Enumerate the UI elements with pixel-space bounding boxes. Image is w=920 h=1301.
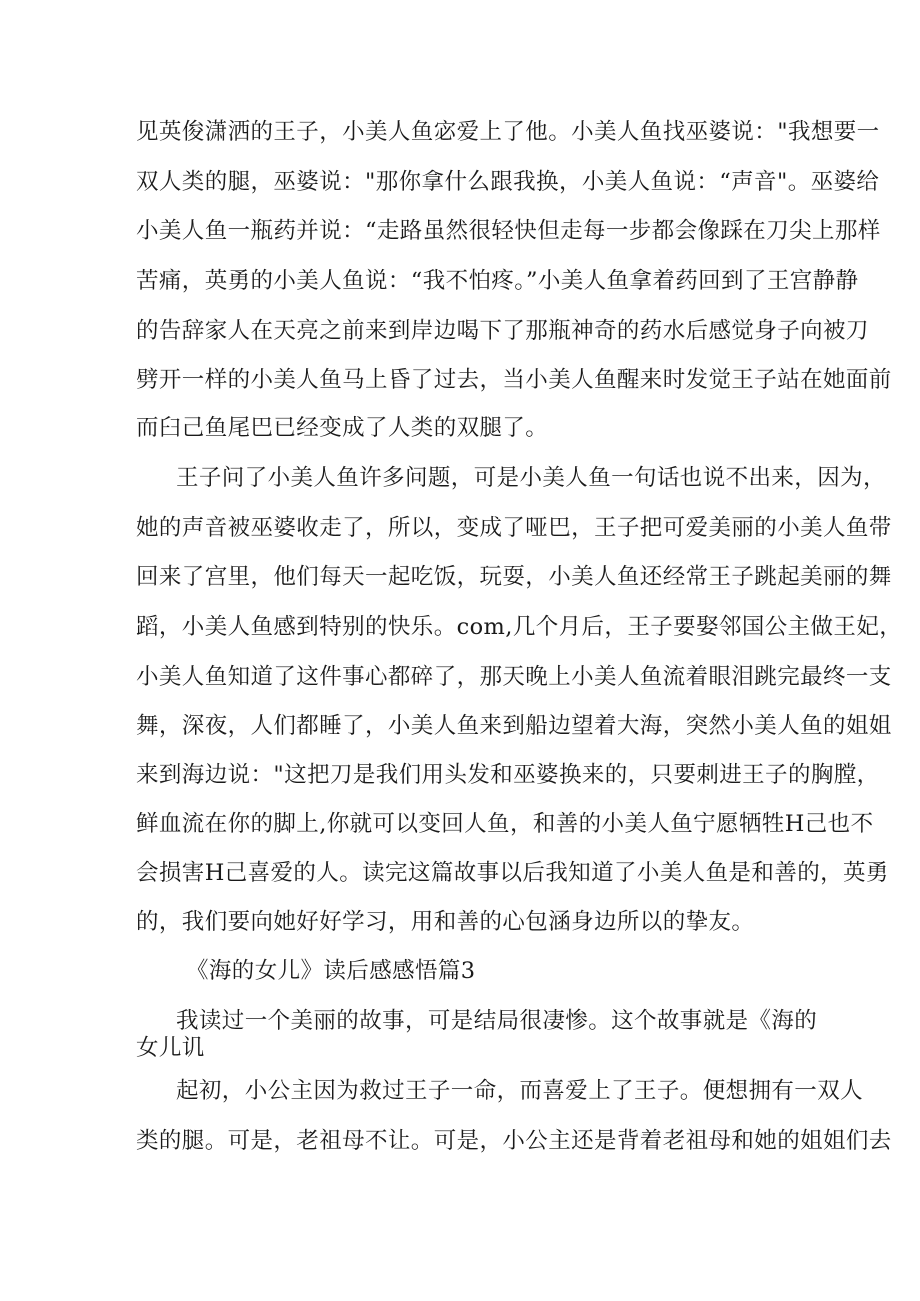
paragraph-line: 她的声音被巫婆收走了，所以，变成了哑巴，王子把可爱美丽的小美人鱼带 [136, 515, 892, 541]
paragraph-line: 女儿讥 [136, 1035, 205, 1061]
paragraph-line: 苦痛，英勇的小美人鱼说：“我不怕疼。”小美人鱼拿着药回到了王宫静静 [136, 268, 859, 294]
paragraph-line: 的，我们要向她好好学习，用和善的心包涵身边所以的挚友。 [136, 909, 755, 935]
paragraph-line: 王子问了小美人鱼许多问题，可是小美人鱼一句话也说不出来，因为， [176, 465, 886, 491]
paragraph-line: 蹈，小美人鱼感到特别的快乐。com,几个月后，王子要娶邻国公主做王妃， [136, 614, 903, 640]
paragraph-line: 起初，小公主因为救过王子一命，而喜爱上了王子。便想拥有一双人 [176, 1078, 864, 1104]
paragraph-line: 而臼己鱼尾巴已经变成了人类的双腿了。 [136, 415, 549, 441]
paragraph-line: 回来了宫里，他们每天一起吃饭，玩耍，小美人鱼还经常王子跳起美丽的舞 [136, 564, 892, 590]
paragraph-line: 我读过一个美丽的故事，可是结局很凄惨。这个故事就是《海的 [176, 1008, 818, 1034]
paragraph-line: 会损害H己喜爱的人。读完这篇故事以后我知道了小美人鱼是和善的，英勇 [136, 860, 889, 886]
paragraph-line: 小美人鱼一瓶药并说：“走路虽然很轻快但走每一步都会像踩在刀尖上那样 [136, 218, 881, 244]
paragraph-line: 舞，深夜，人们都睡了，小美人鱼来到船边望着大海，突然小美人鱼的姐姐 [136, 713, 892, 739]
paragraph-line: 双人类的腿，巫婆说："那你拿什么跟我换，小美人鱼说：“声音"。巫婆给 [136, 169, 880, 195]
paragraph-line: 见英俊潇洒的王子，小美人鱼宓爱上了他。小美人鱼找巫婆说："我想要一 [136, 119, 880, 145]
paragraph-line: 小美人鱼知道了这件事心都碎了，那天晚上小美人鱼流着眼泪跳完最终一支 [136, 664, 892, 690]
paragraph-line: 的告辞家人在天亮之前来到岸边喝下了那瓶神奇的药水后感觉身子向被刀 [136, 318, 869, 344]
section-heading: 《海的女儿》读后感感悟篇3 [186, 958, 476, 984]
paragraph-line: 来到海边说："这把刀是我们用头发和巫婆换来的，只要刺进王子的胸膛， [136, 762, 880, 788]
paragraph-line: 劈开一样的小美人鱼马上昏了过去，当小美人鱼醒来时发觉王子站在她面前 [136, 367, 892, 393]
paragraph-line: 鲜血流在你的脚上,你就可以变回人鱼，和善的小美人鱼宁愿牺牲H己也不 [136, 811, 874, 837]
paragraph-line: 类的腿。可是，老祖母不让。可是，小公主还是背着老祖母和她的姐姐们去 [136, 1128, 892, 1154]
